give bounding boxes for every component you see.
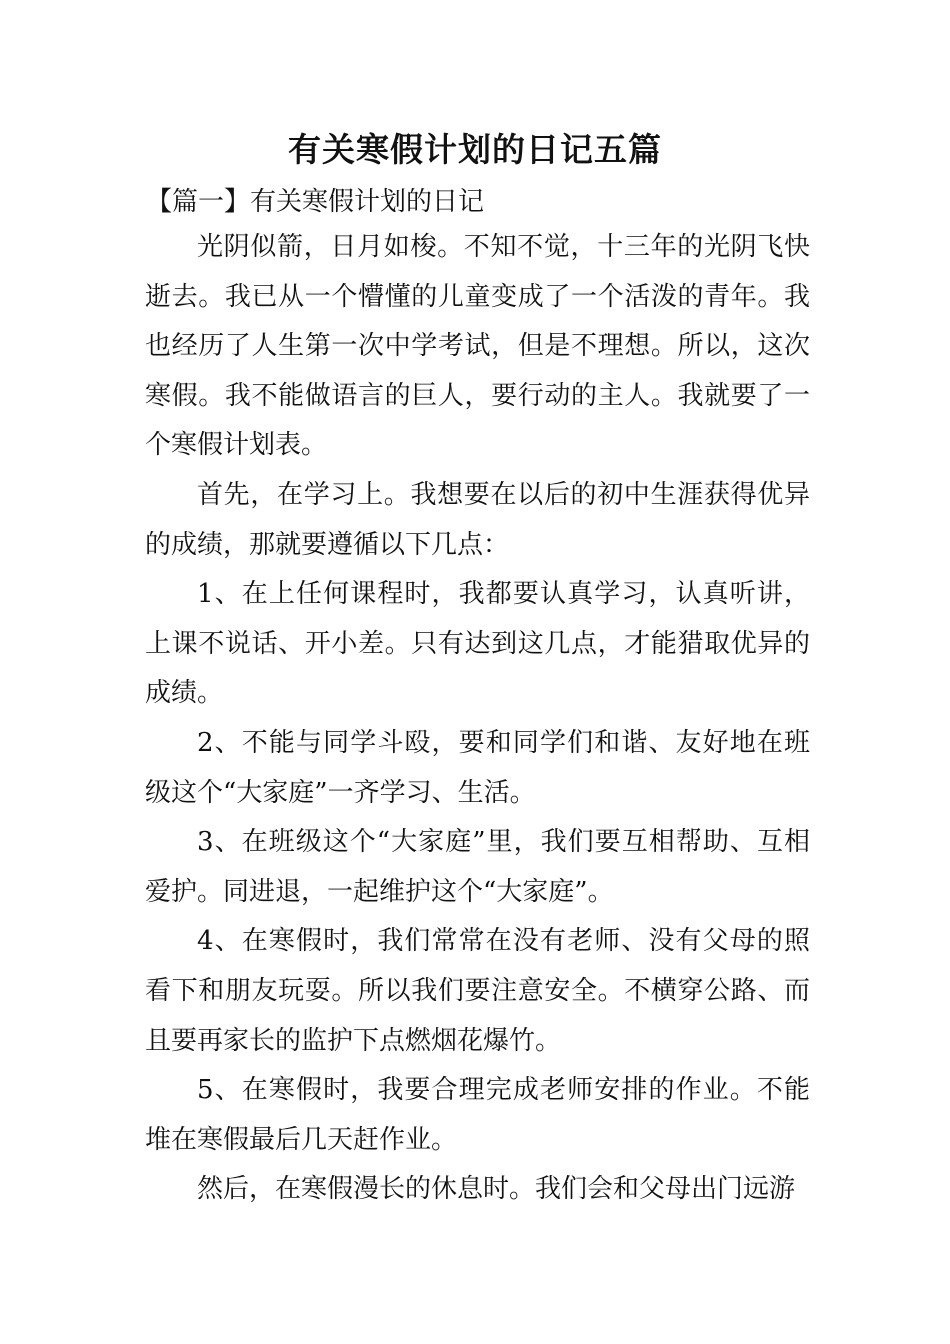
paragraph: 1、在上任何课程时，我都要认真学习，认真听讲，上课不说话、开小差。只有达到这几点，才能猎取优异的成绩。 — [145, 579, 810, 709]
document-body — [145, 223, 810, 1215]
paragraph: 3、在班级这个“大家庭”里，我们要互相帮助、互相爱护。同进退，一起维护这个“大家庭”。 — [145, 827, 810, 907]
section-heading: 【篇一】有关寒假计划的日记 — [146, 187, 485, 217]
paragraph: 首先，在学习上。我想要在以后的初中生涯获得优异的成绩，那就要遵循以下几点： — [145, 479, 810, 560]
paragraph: 然后，在寒假漫长的休息时。我们会和父母出门远游 — [197, 1174, 796, 1205]
paragraph: 4、在寒假时，我们常常在没有老师、没有父母的照看下和朋友玩耍。所以我们要注意安全。不横穿公路、而且要再家长的监护下点燃烟花爆竹。 — [145, 926, 810, 1056]
paragraph: 2、不能与同学斗殴，要和同学们和谐、友好地在班级这个“大家庭”一齐学习、生活。 — [145, 727, 810, 808]
paragraph: 5、在寒假时，我要合理完成老师安排的作业。不能堆在寒假最后几天赶作业。 — [145, 1075, 810, 1155]
document-title: 有关寒假计划的日记五篇 — [288, 130, 662, 169]
paragraph: 光阴似箭，日月如梭。不知不觉，十三年的光阴飞快逝去。我已从一个懵懂的儿童变成了一个活泼的青年。我也经历了人生第一次中学考试，但是不理想。所以，这次寒假。我不能做语言的巨人，要行动的主人。我就要了一个寒假计划表。 — [145, 232, 810, 461]
